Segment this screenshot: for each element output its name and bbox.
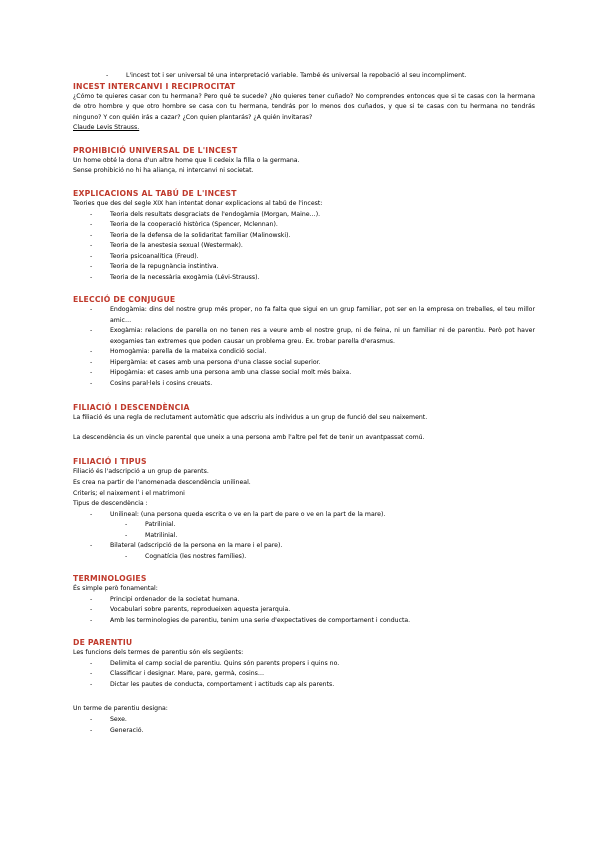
- list-item: - Cosins paral·lels i cosins creuats.: [73, 379, 535, 390]
- section-heading-eleccio: ELECCIÓ DE CONJUGUE: [73, 295, 176, 305]
- list-item: - Teoria de la anestesia sexual (Westermak).: [73, 241, 535, 252]
- tipus-list: [73, 541, 535, 552]
- paragraph-line: Sense prohibició no hi ha aliança, ni intercanvi ni societat.: [73, 167, 254, 175]
- section-heading-parentiu: DE PARENTIU: [73, 638, 133, 648]
- paragraph-line: La filiació és una regla de reclutament automàtic que adscriu als individus a un grup de funció del seu naixement.: [73, 414, 428, 422]
- section-heading-filiacio: FILIACIÓ I DESCENDÈNCIA: [73, 403, 190, 413]
- list-item: - Amb les terminologies de parentiu, tenim una serie d'expectatives de comportament i conducta.: [73, 616, 535, 627]
- tipus-sublist: [73, 552, 535, 563]
- terminologies-list: [73, 595, 535, 627]
- list-item: - Bilateral (adscripció de la persona en la mare i el pare).: [73, 541, 535, 552]
- list-item: - Generació.: [73, 726, 535, 737]
- list-item: - Teoria de la defensa de la solidaritat familiar (Malinowski).: [73, 231, 535, 242]
- paragraph-line: La descendència és un vincle parental que uneix a una persona amb l'altre pel fet de tenir un avantpassat comú.: [73, 433, 425, 441]
- list-item: - Teoria psicoanalítica (Freud).: [73, 252, 535, 263]
- list-item: - Matrilinial.: [73, 531, 535, 542]
- paragraph-line: Es crea na partir de l'anomenada descendència unilineal.: [73, 478, 251, 486]
- document-content: [73, 71, 535, 736]
- list-item: - Hipergàmia: et cases amb una persona d'una classe social superior.: [73, 358, 535, 369]
- eleccio-list: [73, 305, 535, 389]
- paragraph-line: Filiació és l'adscripció a un grup de parents.: [73, 468, 209, 476]
- list-item: - Unilineal: (una persona queda escrita o ve en la part de pare o ve en la part de la mare).: [73, 510, 535, 521]
- tipus-list: [73, 510, 535, 521]
- list-item: - Hipogàmia: et cases amb una persona amb una classe social molt més baixa.: [73, 368, 535, 379]
- incest-quote: ¿Cómo te quieres casar con tu hermana? Pero qué te sucede? ¿No quieres tener cuñado? No comprendes entonces que si te casas con la hermana de otro hombre y que otro hombre se casa con tu hermana, tendrás por lo menos dos cuñados, y que si te casas con tu hermana no tendrás ninguno? Y con quién irás a cazar? ¿Con quien plantarás? ¿A quién invitaras? Claude Levis Strauss.: [73, 92, 535, 132]
- list-item: - Vocabulari sobre parents, reprodueixen aquesta jerarquia.: [73, 605, 535, 616]
- list-item: - Teoria de la cooperació històrica (Spencer, Mclennan).: [73, 220, 535, 231]
- list-item: - Teoria de la repugnància instintiva.: [73, 262, 535, 273]
- list-item: - Exogàmia: relacions de parella on no tenen res a veure amb el nostre grup, ni de feina, ni un familiar ni de parentiu. Però pot haver exogamies tan extremes que poden causar un problema greu. Ex. trobar parella d'erasmus.: [73, 326, 535, 347]
- section-heading-tipus: FILIACIÓ I TIPUS: [73, 457, 147, 467]
- parentiu-designa-list: [73, 715, 535, 736]
- list-item: - Sexe.: [73, 715, 535, 726]
- list-item: - L'incest tot i ser universal té una interpretació variable. També és universal la repobació al seu incompliment.: [73, 71, 535, 82]
- list-item: - Endogàmia: dins del nostre grup més proper, no fa falta que sigui en un grup familiar, pot ser en la empresa on treballes, el teu millor amic…: [73, 305, 535, 326]
- list-item: - Classificar i designar. Mare, pare, germà, cosins…: [73, 669, 535, 680]
- paragraph-line: Un home obté la dona d'un altre home que li cedeix la filla o la germana.: [73, 156, 300, 164]
- section-heading-prohibicio: PROHIBICIÓ UNIVERSAL DE L'INCEST: [73, 145, 238, 155]
- parentiu-list: [73, 659, 535, 691]
- list-item: - Principi ordenador de la societat humana.: [73, 595, 535, 606]
- intro-list: [73, 71, 535, 82]
- paragraph-line: Les funcions dels termes de parentiu són els següents:: [73, 649, 244, 657]
- list-item: - Cognatícia (les nostres famílies).: [73, 552, 535, 563]
- paragraph-line: Un terme de parentiu designa:: [73, 705, 168, 713]
- paragraph-line: Teories que des del segle XIX han intentat donar explicacions al tabú de l'incest:: [73, 200, 323, 208]
- list-item: - Dictar les pautes de conducta, comportament i actituds cap als parents.: [73, 680, 535, 691]
- list-item: - Delimita el camp social de parentiu. Quins són parents propers i quins no.: [73, 659, 535, 670]
- list-item: - Homogàmia: parella de la mateixa condició social.: [73, 347, 535, 358]
- tipus-sublist: [73, 520, 535, 541]
- section-heading-explicacions: EXPLICACIONS AL TABÚ DE L'INCEST: [73, 189, 237, 199]
- paragraph-line: Criteris; el naixement i el matrimoni: [73, 489, 185, 497]
- paragraph-line: És simple però fonamental:: [73, 585, 158, 593]
- explicacions-list: [73, 210, 535, 284]
- list-item: - Patrilinial.: [73, 520, 535, 531]
- paragraph-line: Tipus de descendència :: [73, 500, 148, 508]
- quote-author: Claude Levis Strauss.: [73, 124, 140, 132]
- section-heading-incest: INCEST INTERCANVI I RECIPROCITAT: [73, 81, 236, 91]
- list-item: - Teoria dels resultats desgraciats de l'endogàmia (Morgan, Maine…).: [73, 210, 535, 221]
- section-heading-terminologies: TERMINOLOGIES: [73, 574, 147, 584]
- list-item: - Teoria de la necessària exogàmia (Lévi-Strauss).: [73, 273, 535, 284]
